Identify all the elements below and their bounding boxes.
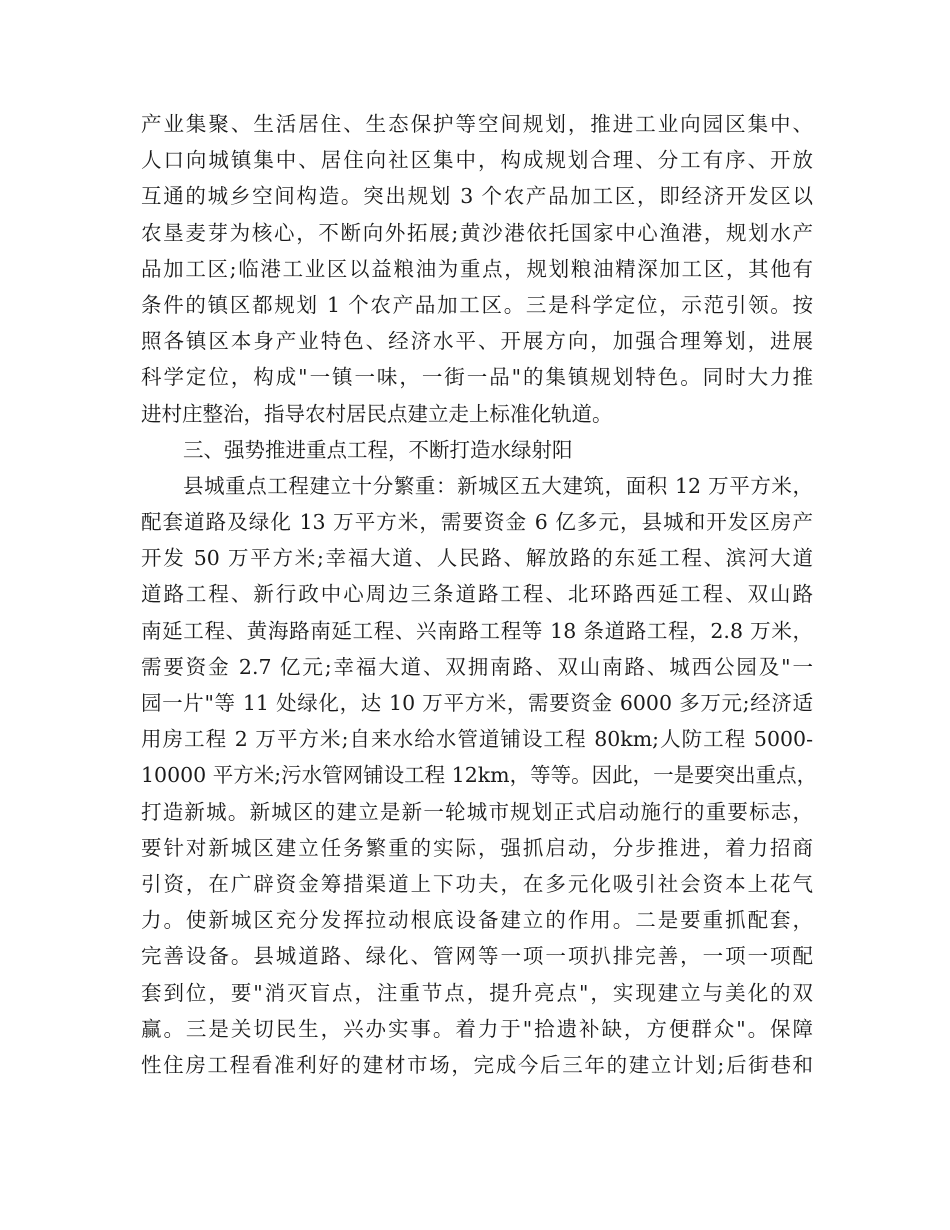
paragraph-1 <box>141 106 813 432</box>
section-heading <box>141 432 813 468</box>
text-line: 品加工区;临港工业区以益粮油为重点，规划粮油精深加工区，其他有 <box>141 256 813 281</box>
text-line: 园一片"等 11 处绿化，达 10 万平方米，需要资金 6000 多万元;经济适 <box>141 691 813 715</box>
text-line: 照各镇区本身产业特色、经济水平、开展方向，加强合理筹划，进展 <box>141 329 813 354</box>
text-line: 南延工程、黄海路南延工程、兴南路工程等 18 条道路工程，2.8 万米， <box>141 618 813 643</box>
text-line: 道路工程、新行政中心周边三条道路工程、北环路西延工程、双山路 <box>141 582 813 607</box>
text-line: 科学定位，构成"一镇一味，一街一品"的集镇规划特色。同时大力推 <box>141 365 813 390</box>
text-line: 引资，在广辟资金筹措渠道上下功夫，在多元化吸引社会资本上花气 <box>141 871 813 896</box>
text-line: 需要资金 2.7 亿元;幸福大道、双拥南路、双山南路、城西公园及"一 <box>141 654 813 679</box>
text-line: 进村庄整治，指导农村居民点建立走上标准化轨道。 <box>141 401 613 426</box>
text-line: 条件的镇区都规划 1 个农产品加工区。三是科学定位，示范引领。按 <box>141 292 813 317</box>
document-page <box>141 106 818 1083</box>
text-line: 赢。三是关切民生，兴办实事。着力于"拾遗补缺，方便群众"。保障 <box>141 1016 813 1041</box>
text-line: 配套道路及绿化 13 万平方米，需要资金 6 亿多元，县城和开发区房产 <box>141 510 813 535</box>
text-line: 互通的城乡空间构造。突出规划 3 个农产品加工区，即经济开发区以 <box>141 184 813 209</box>
text-line: 完善设备。县城道路、绿化、管网等一项一项扒排完善，一项一项配 <box>141 944 813 969</box>
text-line: 用房工程 2 万平方米;自来水给水管道铺设工程 80km;人防工程 5000- <box>141 727 813 752</box>
text-line: 10000 平方米;污水管网铺设工程 12km，等等。因此，一是要突出重点， <box>141 763 818 788</box>
text-line: 开发 50 万平方米;幸福大道、人民路、解放路的东延工程、滨河大道 <box>141 546 813 571</box>
paragraph-2 <box>141 468 818 1083</box>
text-line: 性住房工程看准利好的建材市场，完成今后三年的建立计划;后街巷和 <box>141 1052 813 1077</box>
section-heading-text: 三、强势推进重点工程，不断打造水绿射阳 <box>183 437 573 462</box>
text-line: 人口向城镇集中、居住向社区集中，构成规划合理、分工有序、开放 <box>141 148 813 173</box>
text-line: 县城重点工程建立十分繁重：新城区五大建筑，面积 12 万平方米， <box>183 473 813 498</box>
text-line: 要针对新城区建立任务繁重的实际，强抓启动，分步推进，着力招商 <box>141 835 813 860</box>
text-line: 打造新城。新城区的建立是新一轮城市规划正式启动施行的重要标志， <box>141 799 813 824</box>
text-line: 力。使新城区充分发挥拉动根底设备建立的作用。二是要重抓配套， <box>141 908 813 933</box>
text-line: 套到位，要"消灭盲点，注重节点，提升亮点"，实现建立与美化的双 <box>141 980 813 1005</box>
text-line: 农垦麦芽为核心，不断向外拓展;黄沙港依托国家中心渔港，规划水产 <box>141 220 813 245</box>
text-line: 产业集聚、生活居住、生态保护等空间规划，推进工业向园区集中、 <box>141 112 813 136</box>
